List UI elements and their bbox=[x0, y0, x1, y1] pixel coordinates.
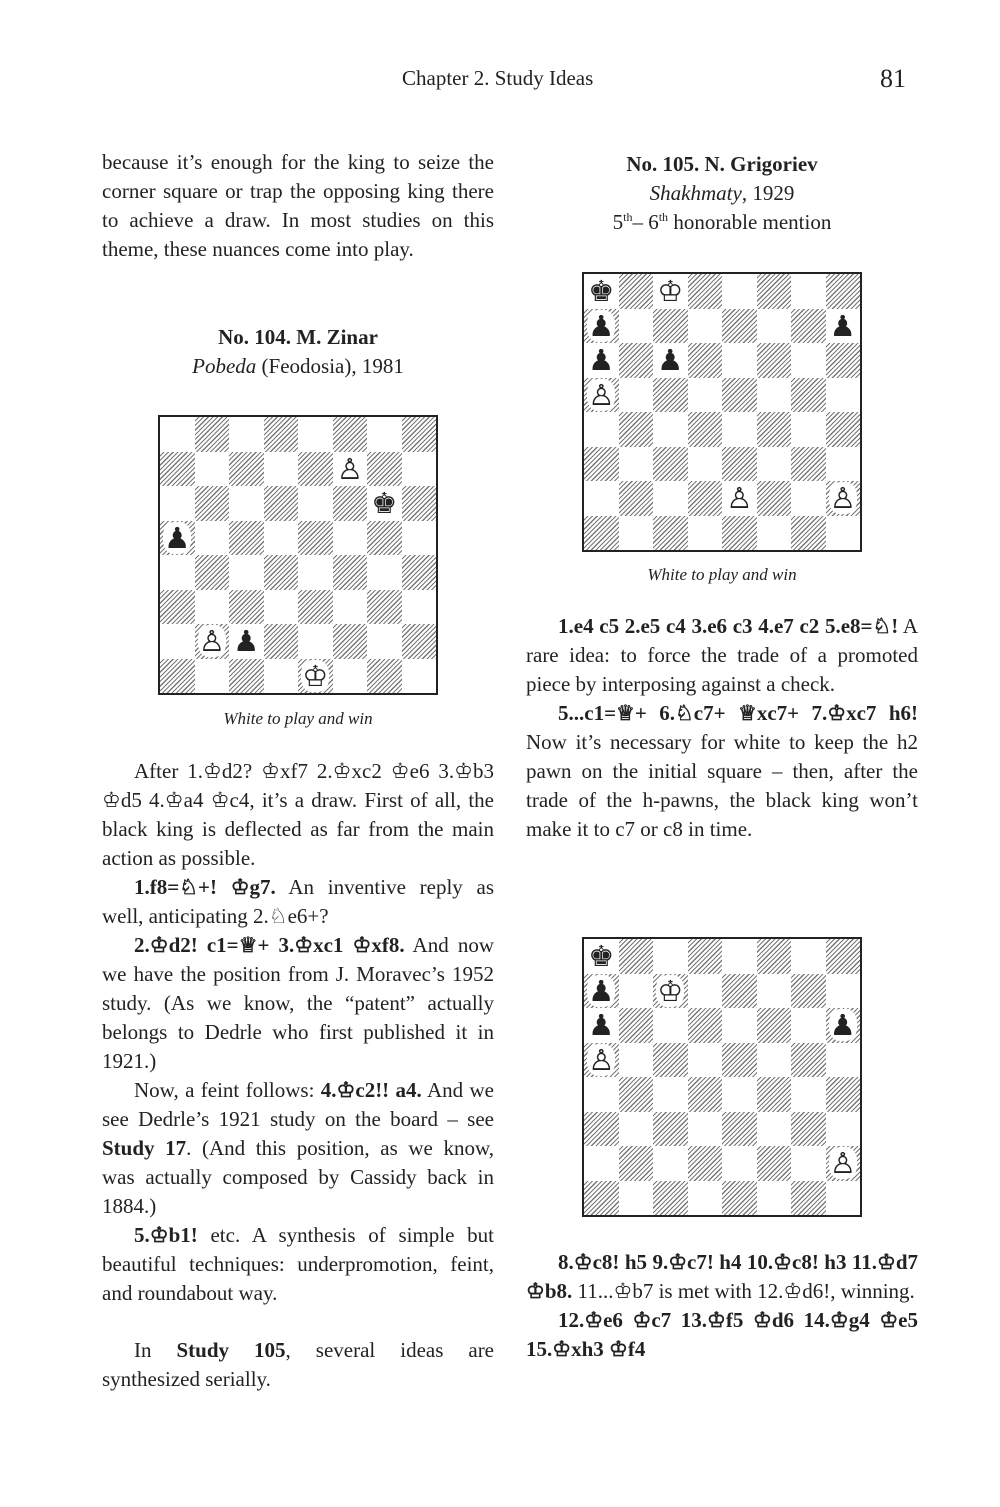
board-square bbox=[229, 555, 264, 590]
board-square bbox=[264, 659, 299, 694]
paragraph-feint: Now, a feint follows: 4.♔c2!! a4. And we see Dedrle’s 1921 study on the board – see Study 17. (And this position, as we know, was actually composed by Cassidy back in 1884.) bbox=[102, 1078, 495, 1218]
chess-piece-h7: ♟ bbox=[829, 308, 856, 343]
page-number: 81 bbox=[880, 64, 906, 93]
chess-board-study-104 bbox=[158, 415, 438, 695]
board-square bbox=[757, 309, 792, 344]
board-square bbox=[791, 309, 826, 344]
board-square bbox=[757, 1181, 792, 1216]
chess-piece-h2: ♙ bbox=[829, 481, 856, 516]
board-square bbox=[160, 555, 195, 590]
board-square bbox=[298, 624, 333, 659]
board-square bbox=[791, 343, 826, 378]
board-square bbox=[757, 378, 792, 413]
board-square bbox=[688, 343, 723, 378]
board-square bbox=[298, 590, 333, 625]
board-square bbox=[367, 452, 402, 487]
board-square bbox=[584, 481, 619, 516]
board-square bbox=[757, 1146, 792, 1181]
study-104-heading bbox=[102, 323, 494, 381]
board-square bbox=[653, 378, 688, 413]
chess-piece-b2: ♙ bbox=[198, 624, 225, 659]
board-square bbox=[619, 1181, 654, 1216]
chapter-title: Chapter 2. Study Ideas bbox=[402, 66, 594, 90]
board-square bbox=[298, 486, 333, 521]
board-square bbox=[619, 1112, 654, 1147]
board-square bbox=[722, 974, 757, 1009]
board-square bbox=[195, 555, 230, 590]
board-square bbox=[653, 1181, 688, 1216]
board-square bbox=[826, 1043, 861, 1078]
board-square bbox=[367, 590, 402, 625]
board-square bbox=[791, 481, 826, 516]
board-square bbox=[757, 1008, 792, 1043]
study-105-award: 5th– 6th honorable mention bbox=[612, 210, 832, 234]
board-square bbox=[757, 1112, 792, 1147]
board-square bbox=[791, 274, 826, 309]
chess-piece-c6: ♟ bbox=[657, 343, 684, 378]
board-square bbox=[826, 974, 861, 1009]
chess-piece-c2: ♟ bbox=[233, 624, 260, 659]
board-square bbox=[229, 590, 264, 625]
board-square bbox=[653, 1112, 688, 1147]
study-104-title: No. 104. M. Zinar bbox=[218, 325, 378, 349]
board-square bbox=[826, 939, 861, 974]
chess-piece-a8: ♚ bbox=[588, 274, 615, 309]
chess-piece-e2: ♙ bbox=[726, 481, 753, 516]
board-square bbox=[195, 659, 230, 694]
board-square bbox=[653, 939, 688, 974]
board-square bbox=[160, 486, 195, 521]
chess-board-study-105-position bbox=[582, 937, 862, 1217]
left-body bbox=[102, 757, 494, 1308]
board-square bbox=[688, 412, 723, 447]
chess-piece-a6: ♟ bbox=[588, 1008, 615, 1043]
board-square bbox=[757, 516, 792, 551]
board-square bbox=[757, 974, 792, 1009]
study-104-caption: White to play and win bbox=[223, 709, 373, 728]
board-square bbox=[367, 624, 402, 659]
running-header bbox=[0, 64, 1000, 96]
board-square bbox=[722, 1181, 757, 1216]
board-square bbox=[688, 1008, 723, 1043]
board-square bbox=[757, 1043, 792, 1078]
board-square bbox=[584, 1112, 619, 1147]
right-body-lower bbox=[526, 1248, 918, 1364]
board-square bbox=[229, 486, 264, 521]
study-105-title: No. 105. N. Grigoriev bbox=[626, 152, 818, 176]
board-square bbox=[688, 516, 723, 551]
board-square bbox=[402, 624, 437, 659]
board-square bbox=[160, 452, 195, 487]
board-square bbox=[333, 521, 368, 556]
board-square bbox=[826, 1181, 861, 1216]
board-square bbox=[619, 274, 654, 309]
board-square bbox=[402, 555, 437, 590]
board-square bbox=[367, 659, 402, 694]
board-square bbox=[619, 1008, 654, 1043]
board-square bbox=[264, 417, 299, 452]
board-square bbox=[333, 624, 368, 659]
chess-piece-f7: ♙ bbox=[336, 451, 363, 486]
board-square bbox=[195, 417, 230, 452]
board-square bbox=[722, 412, 757, 447]
chess-piece-a7: ♟ bbox=[588, 308, 615, 343]
board-square bbox=[619, 447, 654, 482]
board-square bbox=[195, 486, 230, 521]
board-square bbox=[619, 309, 654, 344]
board-square bbox=[264, 486, 299, 521]
paragraph-kd2: 2.♔d2! c1=♕+ 3.♔xc1 ♔xf8. And now we have the position from J. Moravec’s 1952 study. (As we know, the “patent” actually belongs to Dedrle who first published it in 1921.) bbox=[102, 933, 494, 1073]
board-square bbox=[722, 309, 757, 344]
board-square bbox=[653, 1008, 688, 1043]
study-104-source: Pobeda (Feodosia), 1981 bbox=[192, 354, 404, 378]
paragraph-kc8: 8.♔c8! h5 9.♔c7! h4 10.♔c8! h3 11.♔d7 ♔b8. 11...♔b7 is met with 12.♔d6!, winning. bbox=[526, 1250, 918, 1303]
chess-piece-c7: ♔ bbox=[657, 973, 684, 1008]
board-square bbox=[791, 447, 826, 482]
board-square bbox=[264, 555, 299, 590]
board-square bbox=[584, 447, 619, 482]
paragraph-study-105-intro: In Study 105, several ideas are synthesized serially. bbox=[102, 1338, 495, 1391]
board-square bbox=[791, 378, 826, 413]
paragraph-ke6: 12.♔e6 ♔c7 13.♔f5 ♔d6 14.♔g4 ♔e5 15.♔xh3 ♔f4 bbox=[526, 1308, 918, 1361]
board-square bbox=[826, 412, 861, 447]
board-square bbox=[722, 1146, 757, 1181]
board-square bbox=[619, 481, 654, 516]
board-square bbox=[298, 417, 333, 452]
paragraph-kb1: 5.♔b1! etc. A synthesis of simple but beautiful techniques: underpromotion, feint, and roundabout way. bbox=[102, 1223, 494, 1305]
board-square bbox=[826, 274, 861, 309]
board-square bbox=[333, 417, 368, 452]
board-square bbox=[229, 417, 264, 452]
board-square bbox=[653, 1077, 688, 1112]
board-square bbox=[791, 516, 826, 551]
board-square bbox=[688, 1181, 723, 1216]
board-square bbox=[619, 1077, 654, 1112]
board-square bbox=[195, 590, 230, 625]
board-square bbox=[619, 939, 654, 974]
board-square bbox=[402, 417, 437, 452]
board-square bbox=[826, 1112, 861, 1147]
board-square bbox=[826, 447, 861, 482]
chess-piece-a5: ♙ bbox=[588, 377, 615, 412]
board-square bbox=[402, 486, 437, 521]
board-square bbox=[826, 516, 861, 551]
chess-piece-a5: ♙ bbox=[588, 1042, 615, 1077]
chess-board-study-105 bbox=[582, 272, 862, 552]
board-square bbox=[688, 1146, 723, 1181]
board-square bbox=[160, 590, 195, 625]
board-square bbox=[229, 659, 264, 694]
board-square bbox=[791, 412, 826, 447]
paragraph-c1q: 5...c1=♕+ 6.♘c7+ ♕xc7+ 7.♔xc7 h6! Now it’s necessary for white to keep the h2 pawn on the initial square – then, after the trade of the h-pawns, the black king won’t make it to c7 or c8 in time. bbox=[526, 701, 918, 841]
study-105-caption: White to play and win bbox=[647, 565, 797, 584]
board-square bbox=[195, 452, 230, 487]
board-square bbox=[826, 343, 861, 378]
board-square bbox=[722, 343, 757, 378]
chess-piece-h2: ♙ bbox=[829, 1146, 856, 1181]
board-square bbox=[791, 1146, 826, 1181]
paragraph-after: After 1.♔d2? ♔xf7 2.♔xc2 ♔e6 3.♔b3 ♔d5 4.♔a4 ♔c4, it’s a draw. First of all, the black king is deflected as far from the main action as possible. bbox=[102, 759, 494, 870]
board-square bbox=[298, 521, 333, 556]
board-square bbox=[619, 343, 654, 378]
paragraph-e4: 1.e4 c5 2.e5 c4 3.e6 c3 4.e7 c2 5.e8=♘! A rare idea: to force the trade of a promoted piece by interposing against a check. bbox=[526, 614, 918, 696]
board-square bbox=[653, 1043, 688, 1078]
board-square bbox=[333, 486, 368, 521]
board-square bbox=[619, 1043, 654, 1078]
board-square bbox=[653, 516, 688, 551]
board-square bbox=[826, 1077, 861, 1112]
board-square bbox=[264, 624, 299, 659]
board-square bbox=[402, 452, 437, 487]
board-square bbox=[722, 274, 757, 309]
board-square bbox=[229, 521, 264, 556]
board-square bbox=[402, 659, 437, 694]
board-square bbox=[402, 521, 437, 556]
board-square bbox=[722, 1043, 757, 1078]
board-square bbox=[367, 521, 402, 556]
board-square bbox=[584, 1181, 619, 1216]
chess-piece-a8: ♚ bbox=[588, 939, 615, 974]
right-body bbox=[526, 612, 918, 844]
board-square bbox=[791, 974, 826, 1009]
board-square bbox=[298, 452, 333, 487]
board-square bbox=[333, 590, 368, 625]
board-square bbox=[160, 659, 195, 694]
board-square bbox=[791, 1043, 826, 1078]
board-square bbox=[333, 555, 368, 590]
board-square bbox=[688, 274, 723, 309]
board-square bbox=[264, 521, 299, 556]
board-square bbox=[688, 1077, 723, 1112]
board-square bbox=[653, 1146, 688, 1181]
board-square bbox=[160, 624, 195, 659]
board-square bbox=[367, 555, 402, 590]
board-square bbox=[791, 1077, 826, 1112]
board-square bbox=[619, 378, 654, 413]
board-square bbox=[722, 1112, 757, 1147]
board-square bbox=[757, 939, 792, 974]
board-square bbox=[757, 343, 792, 378]
board-square bbox=[688, 974, 723, 1009]
board-square bbox=[722, 516, 757, 551]
board-square bbox=[195, 521, 230, 556]
board-square bbox=[791, 1008, 826, 1043]
board-square bbox=[688, 447, 723, 482]
board-square bbox=[229, 452, 264, 487]
board-square bbox=[619, 516, 654, 551]
chess-piece-e1: ♔ bbox=[302, 658, 329, 693]
board-square bbox=[791, 1112, 826, 1147]
board-square bbox=[653, 412, 688, 447]
board-square bbox=[584, 412, 619, 447]
board-square bbox=[722, 378, 757, 413]
board-square bbox=[619, 974, 654, 1009]
board-square bbox=[757, 412, 792, 447]
left-intro bbox=[102, 148, 494, 264]
study-105-source: Shakhmaty, 1929 bbox=[649, 181, 795, 205]
chess-piece-c8: ♔ bbox=[657, 274, 684, 309]
board-square bbox=[653, 309, 688, 344]
board-square bbox=[264, 590, 299, 625]
board-square bbox=[402, 590, 437, 625]
chess-piece-g6: ♚ bbox=[371, 486, 398, 521]
board-square bbox=[298, 555, 333, 590]
board-square bbox=[653, 481, 688, 516]
board-square bbox=[826, 378, 861, 413]
chess-piece-a6: ♟ bbox=[588, 343, 615, 378]
study-105-heading bbox=[526, 150, 918, 237]
board-square bbox=[688, 1112, 723, 1147]
board-square bbox=[757, 1077, 792, 1112]
board-square bbox=[722, 1077, 757, 1112]
board-square bbox=[722, 1008, 757, 1043]
board-square bbox=[791, 1181, 826, 1216]
board-square bbox=[584, 1146, 619, 1181]
board-square bbox=[619, 412, 654, 447]
chess-piece-h6: ♟ bbox=[829, 1008, 856, 1043]
board-square bbox=[757, 447, 792, 482]
chess-piece-a5: ♟ bbox=[164, 520, 191, 555]
board-square bbox=[619, 1146, 654, 1181]
board-square bbox=[688, 378, 723, 413]
board-square bbox=[791, 939, 826, 974]
board-square bbox=[688, 939, 723, 974]
left-closing bbox=[102, 1336, 494, 1394]
board-square bbox=[722, 447, 757, 482]
board-square bbox=[264, 452, 299, 487]
board-square bbox=[688, 1043, 723, 1078]
board-square bbox=[584, 1077, 619, 1112]
chess-piece-a7: ♟ bbox=[588, 973, 615, 1008]
board-square bbox=[757, 481, 792, 516]
board-square bbox=[584, 516, 619, 551]
board-square bbox=[757, 274, 792, 309]
board-square bbox=[160, 417, 195, 452]
intro-paragraph: because it’s enough for the king to seize the corner square or trap the opposing king there to achieve a draw. In most studies on this theme, these nuances come into play. bbox=[102, 150, 494, 261]
board-square bbox=[722, 939, 757, 974]
paragraph-f8: 1.f8=♘+! ♔g7. An inventive reply as well, anticipating 2.♘e6+? bbox=[102, 875, 494, 928]
board-square bbox=[688, 481, 723, 516]
board-square bbox=[688, 309, 723, 344]
board-square bbox=[653, 447, 688, 482]
board-square bbox=[333, 659, 368, 694]
board-square bbox=[367, 417, 402, 452]
